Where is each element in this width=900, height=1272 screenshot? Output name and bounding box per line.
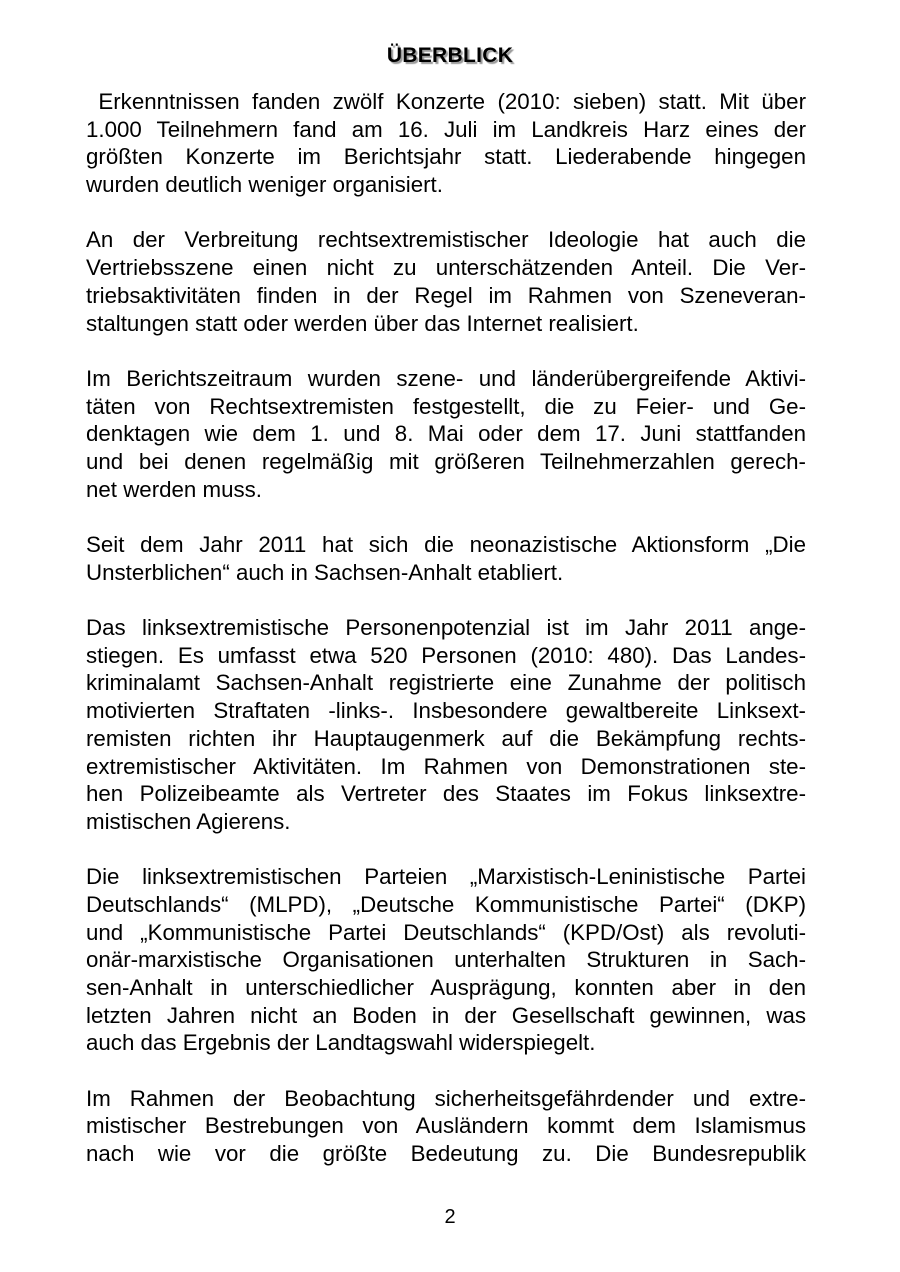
- text-line: auch das Ergebnis der Landtagswahl widerspiegelt.: [86, 1030, 596, 1056]
- paragraph: [86, 863, 806, 1057]
- text-line: onär-marxistische Organisationen unterhalten Strukturen in Sach-: [86, 947, 806, 973]
- document-body: [86, 88, 806, 1196]
- text-line: Das linksextremistische Personenpotenzial ist im Jahr 2011 ange-: [86, 615, 806, 641]
- text-line: 1.000 Teilnehmern fand am 16. Juli im Landkreis Harz eines der: [86, 116, 806, 142]
- text-line: und bei denen regelmäßig mit größeren Teilnehmerzahlen gerech-: [86, 448, 806, 474]
- page-number: 2: [444, 1206, 456, 1228]
- text-line: triebsaktivitäten finden in der Regel im Rahmen von Szeneveran-: [86, 282, 806, 308]
- text-line: Vertriebsszene einen nicht zu unterschätzenden Anteil. Die Ver-: [86, 255, 806, 281]
- text-line: größten Konzerte im Berichtsjahr statt. Liederabende hingegen: [86, 144, 806, 170]
- text-line: An der Verbreitung rechtsextremistischer Ideologie hat auch die: [86, 227, 806, 253]
- text-line: staltungen statt oder werden über das Internet realisiert.: [86, 310, 639, 336]
- text-line: net werden muss.: [86, 476, 262, 502]
- text-line: mistischen Agierens.: [86, 808, 291, 834]
- text-line: Deutschlands“ (MLPD), „Deutsche Kommunistische Partei“ (DKP): [86, 891, 806, 917]
- text-line: letzten Jahren nicht an Boden in der Gesellschaft gewinnen, was: [86, 1002, 806, 1028]
- text-line: wurden deutlich weniger organisiert.: [86, 172, 443, 198]
- text-line: Im Berichtszeitraum wurden szene- und länderübergreifende Aktivi-: [86, 365, 806, 391]
- text-line: extremistischer Aktivitäten. Im Rahmen von Demonstrationen ste-: [86, 753, 806, 779]
- text-line: Erkenntnissen fanden zwölf Konzerte (2010: sieben) statt. Mit über: [86, 89, 806, 114]
- paragraph: [86, 531, 806, 586]
- text-line: kriminalamt Sachsen-Anhalt registrierte eine Zunahme der politisch: [86, 670, 806, 696]
- text-line: hen Polizeibeamte als Vertreter des Staates im Fokus linksextre-: [86, 781, 806, 807]
- text-line: mistischer Bestrebungen von Ausländern kommt dem Islamismus: [86, 1113, 806, 1139]
- text-line: Die linksextremistischen Parteien „Marxistisch-Leninistische Partei: [86, 864, 806, 890]
- text-line: und „Kommunistische Partei Deutschlands“ (KPD/Ost) als revoluti-: [86, 919, 806, 945]
- page-title: ÜBERBLICK: [386, 44, 514, 67]
- text-line: remisten richten ihr Hauptaugenmerk auf die Bekämpfung rechts-: [86, 725, 806, 751]
- text-line: motivierten Straftaten -links-. Insbesondere gewaltbereite Linksext-: [86, 698, 806, 724]
- paragraph: [86, 614, 806, 836]
- text-line: stiegen. Es umfasst etwa 520 Personen (2010: 480). Das Landes-: [86, 642, 806, 668]
- text-line: Seit dem Jahr 2011 hat sich die neonazistische Aktionsform „Die: [86, 532, 806, 557]
- text-line: täten von Rechtsextremisten festgestellt, die zu Feier- und Ge-: [86, 393, 806, 419]
- text-line: nach wie vor die größte Bedeutung zu. Die Bundesrepublik: [86, 1141, 806, 1167]
- text-line: denktagen wie dem 1. und 8. Mai oder dem 17. Juni stattfanden: [86, 421, 806, 447]
- text-line: sen-Anhalt in unterschiedlicher Ausprägung, konnten aber in den: [86, 975, 806, 1000]
- paragraph: [86, 365, 806, 503]
- text-line: Im Rahmen der Beobachtung sicherheitsgefährdender und extre-: [86, 1085, 806, 1111]
- paragraph: [86, 1085, 806, 1168]
- paragraph: [86, 88, 806, 199]
- paragraph: [86, 226, 806, 337]
- text-line: Unsterblichen“ auch in Sachsen-Anhalt etabliert.: [86, 559, 564, 585]
